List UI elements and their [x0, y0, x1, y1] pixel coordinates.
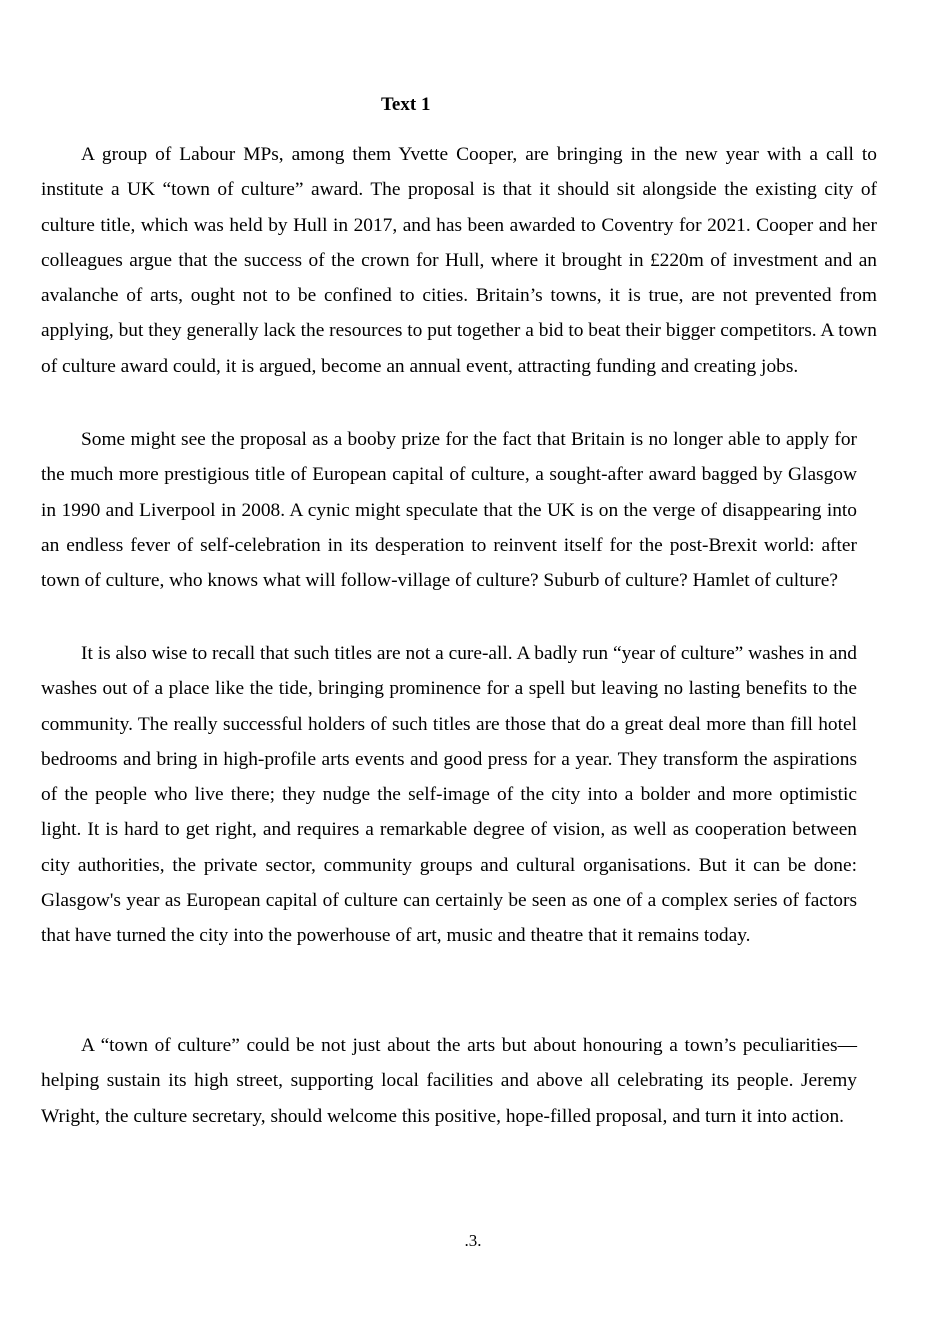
paragraph-2: Some might see the proposal as a booby prize for the fact that Britain is no longer able to apply for the much more prestigious title of European capital of culture, a sought-after award bagged by Glasgow in 1990 and Liverpool in 2008. A cynic might speculate that the UK is on the verge of disappearing into an endless fever of self-celebration in its desperation to reinvent itself for the post-Brexit world: after town of culture, who knows what will follow-village of culture? Suburb of culture? Hamlet of culture? — [41, 429, 857, 592]
paragraph-4: A “town of culture” could be not just about the arts but about honouring a town’s peculiarities—helping sustain its high street, supporting local facilities and above all celebrating its people. Jeremy Wright, the culture secretary, should welcome this positive, hope-filled proposal, and turn it into action. — [41, 1035, 857, 1127]
page-number: .3. — [464, 1231, 482, 1250]
paragraph-1: A group of Labour MPs, among them Yvette Cooper, are bringing in the new year with a call to institute a UK “town of culture” award. The proposal is that it should sit alongside the existing city of culture title, which was held by Hull in 2017, and has been awarded to Coventry for 2021. Cooper and her colleagues argue that the success of the crown for Hull, where it brought in £220m of investment and an avalanche of arts, ought not to be confined to cities. Britain’s towns, it is true, are not prevented from applying, but they generally lack the resources to put together a bid to beat their bigger competitors. A town of culture award could, it is argued, become an annual event, attracting funding and creating jobs. — [41, 144, 877, 377]
document-title: Text 1 — [381, 94, 431, 115]
paragraph-3: It is also wise to recall that such titles are not a cure-all. A badly run “year of culture” washes in and washes out of a place like the tide, bringing prominence for a spell but leaving no lasting benefits to the community. The really successful holders of such titles are those that do a great deal more than fill hotel bedrooms and bring in high-profile arts events and good press for a year. They transform the aspirations of the people who live there; they nudge the self-image of the city into a bolder and more optimistic light. It is hard to get right, and requires a remarkable degree of vision, as well as cooperation between city authorities, the private sector, community groups and cultural organisations. But it can be done: Glasgow's year as European capital of culture can certainly be seen as one of a complex series of factors that have turned the city into the powerhouse of art, music and theatre that it remains today. — [41, 643, 857, 947]
